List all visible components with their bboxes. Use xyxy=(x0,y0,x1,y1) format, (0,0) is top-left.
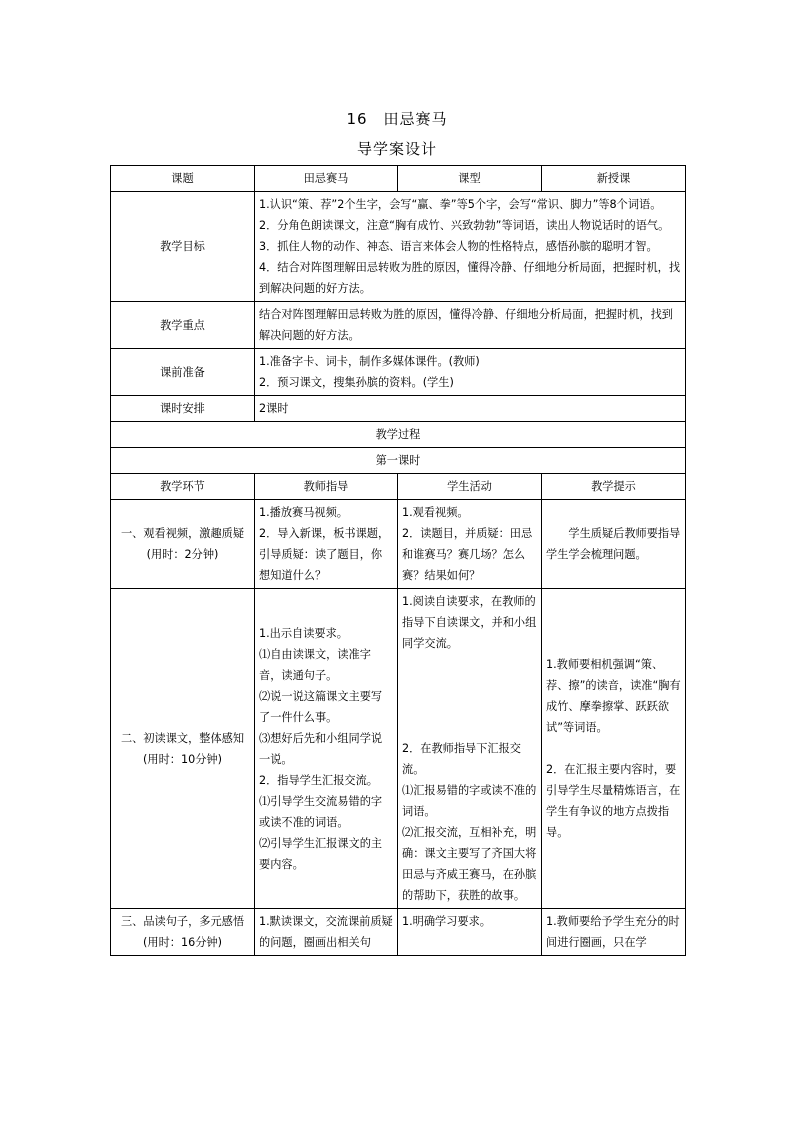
goal-item: 3．抓住人物的动作、神态、语言来体会人物的性格特点，感悟孙膑的聪明才智。 xyxy=(259,240,658,253)
topic-value: 田忌赛马 xyxy=(255,166,398,192)
goal-item: 1.认识“策、荐”2个生字，会写“赢、拳”等5个字，会写“常识、脚力”等8个词语。 xyxy=(259,198,662,211)
teaching-tip xyxy=(542,589,686,909)
key-value: 结合对阵图理解田忌转败为胜的原因，懂得冷静、仔细地分析局面，把握时机，找到解决问题的好方法。 xyxy=(255,302,686,349)
stage-title: 一、观看视频，激趣质疑 xyxy=(120,527,245,540)
tip-item: 1.教师要相机强调“策、荐、擦”的读音，读准“胸有成竹、摩拳擦掌、跃跃欲试”等词语。 xyxy=(546,658,681,734)
student-item: 1.阅读自读要求，在教师的指导下自读课文，并和小组同学交流。 xyxy=(402,595,537,650)
student-item: 1.观看视频。 xyxy=(402,506,469,519)
prep-cell xyxy=(255,349,686,396)
teacher-item: ⑶想好后先和小组同学说一说。 xyxy=(259,731,383,766)
hours-label: 课时安排 xyxy=(111,396,255,422)
teacher-item: 1.出示自读要求。 xyxy=(259,626,348,640)
tip-item: 2．在汇报主要内容时，要引导学生尽量精炼语言，在学生有争议的地方点拨指导。 xyxy=(546,763,681,839)
type-label: 课型 xyxy=(398,166,542,192)
student-item: ⑴汇报易错的字或读不准的词语。 xyxy=(402,784,537,818)
table-row xyxy=(111,396,686,422)
prep-item: 2．预习课文，搜集孙膑的资料。(学生) xyxy=(259,376,454,389)
tip-item: 学生质疑后教师要指导学生学会梳理问题。 xyxy=(546,527,681,561)
table-row xyxy=(111,166,686,192)
goals-label: 教学目标 xyxy=(111,192,255,302)
student-activity xyxy=(398,909,542,956)
table-row xyxy=(111,349,686,396)
teaching-tip xyxy=(542,909,686,956)
stage-cell xyxy=(111,589,255,909)
table-row xyxy=(111,302,686,349)
teacher-guidance xyxy=(255,500,398,589)
stage-time: (用时：2分钟) xyxy=(146,548,219,561)
topic-label: 课题 xyxy=(111,166,255,192)
table-row xyxy=(111,500,686,589)
type-value: 新授课 xyxy=(542,166,686,192)
stage-title: 三、品读句子，多元感悟 xyxy=(120,915,245,928)
key-label: 教学重点 xyxy=(111,302,255,349)
student-item: ⑵汇报交流，互相补充，明确：课文主要写了齐国大将田忌与齐威王赛马，在孙膑的帮助下，获胜的故事。 xyxy=(402,826,537,902)
teacher-item: 1.默读课文，交流课前质疑的问题，圈画出相关句 xyxy=(259,915,393,949)
column-header: 教师指导 xyxy=(255,474,398,500)
goals-cell xyxy=(255,192,686,302)
page-title: 16 田忌赛马 xyxy=(346,110,448,128)
teacher-item: 2．导入新课，板书课题，引导质疑：读了题目，你想知道什么？ xyxy=(259,527,390,582)
process-title: 教学过程 xyxy=(111,422,686,448)
teaching-tip xyxy=(542,500,686,589)
teacher-guidance xyxy=(255,909,398,956)
student-activity xyxy=(398,589,542,909)
teacher-item: 2．指导学生汇报交流。 xyxy=(259,773,378,787)
column-header: 教学提示 xyxy=(542,474,686,500)
table-row xyxy=(111,589,686,909)
prep-label: 课前准备 xyxy=(111,349,255,396)
column-header: 教学环节 xyxy=(111,474,255,500)
tip-item: 1.教师要给予学生充分的时间进行圈画，只在学 xyxy=(546,915,680,949)
student-item: 1.明确学习要求。 xyxy=(402,915,491,928)
stage-time: (用时：10分钟) xyxy=(143,752,222,766)
table-row xyxy=(111,448,686,474)
column-header: 学生活动 xyxy=(398,474,542,500)
teacher-item: 1.播放赛马视频。 xyxy=(259,506,348,519)
goal-item: 2．分角色朗读课文，注意“胸有成竹、兴致勃勃”等词语，读出人物说话时的语气。 xyxy=(259,219,670,232)
goal-item: 4．结合对阵图理解田忌转败为胜的原因，懂得冷静、仔细地分析局面，把握时机，找到解决问题的好方法。 xyxy=(259,261,681,295)
student-item: 2．在教师指导下汇报交流。 xyxy=(402,742,521,776)
lesson-plan-table xyxy=(110,165,686,956)
lesson-title: 第一课时 xyxy=(111,448,686,474)
stage-time: (用时：16分钟) xyxy=(143,936,222,949)
teacher-item: ⑵引导学生汇报课文的主要内容。 xyxy=(259,836,383,871)
student-activity xyxy=(398,500,542,589)
teacher-item: ⑵说一说这篇课文主要写了一件什么事。 xyxy=(259,689,383,724)
teacher-item: ⑴引导学生交流易错的字或读不准的词语。 xyxy=(259,794,383,829)
table-row xyxy=(111,422,686,448)
teacher-guidance xyxy=(255,589,398,909)
hours-value: 2课时 xyxy=(255,396,686,422)
stage-title: 二、初读课文，整体感知 xyxy=(120,731,245,745)
teacher-item: ⑴自由读课文，读准字音，读通句子。 xyxy=(259,647,371,682)
table-row xyxy=(111,909,686,956)
page-subtitle: 导学案设计 xyxy=(356,140,437,158)
student-item: 2．读题目，并质疑：田忌和谁赛马？赛几场？怎么赛？结果如何？ xyxy=(402,527,533,582)
table-row xyxy=(111,192,686,302)
prep-item: 1.准备字卡、词卡，制作多媒体课件。(教师) xyxy=(259,355,480,368)
stage-cell xyxy=(111,500,255,589)
stage-cell xyxy=(111,909,255,956)
table-header-row xyxy=(111,474,686,500)
